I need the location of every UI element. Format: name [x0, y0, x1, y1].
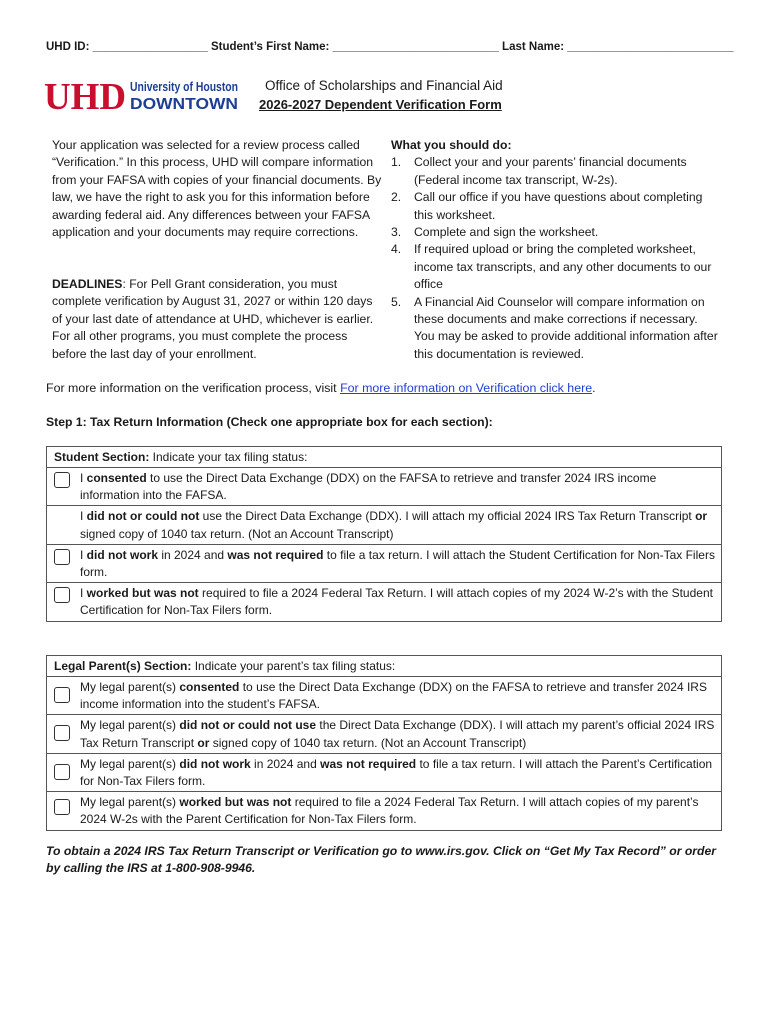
student-option-text — [47, 468, 721, 505]
option-bold-part: did not work — [179, 756, 251, 771]
list-item — [391, 224, 721, 241]
student-option-text — [47, 583, 721, 620]
uhd-logo-line1: University of Houston — [130, 80, 238, 94]
list-item — [391, 154, 721, 189]
step1-heading: Step 1: Tax Return Information (Check one appropriate box for each section): — [46, 415, 493, 429]
option-text-part: My legal parent(s) — [80, 718, 180, 733]
student-section-prompt: Indicate your tax filing status: — [149, 450, 308, 464]
option-text-part: My legal parent(s) — [80, 795, 180, 810]
what-you-should-do-heading: What you should do: — [391, 138, 512, 152]
option-text-part: use the Direct Data Exchange (DDX). I will attach my official 2024 IRS Tax Return Transcript — [199, 509, 696, 524]
option-text-part: signed copy of 1040 tax return. (Not an Account Transcript) — [80, 526, 394, 541]
deadlines-text: : For Pell Grant consideration, you must complete verification by August 31, 2027 or within 120 days of your last date of attendance at UHD, whichever is earlier. For all other programs, you must complete the process before the last day of your enrollment. — [52, 277, 374, 361]
parent-consented-checkbox[interactable] — [54, 687, 70, 703]
student-option-row — [47, 506, 721, 544]
more-info-line — [46, 381, 596, 395]
student-option-row — [47, 583, 721, 620]
option-text-part: in 2024 and — [158, 547, 228, 562]
option-text-part: signed copy of 1040 tax return. (Not an Account Transcript) — [209, 735, 527, 750]
option-text-part: in 2024 and — [250, 756, 321, 771]
student-option-text — [47, 545, 721, 582]
office-name: Office of Scholarships and Financial Aid — [265, 78, 503, 93]
student-consented-checkbox[interactable] — [54, 472, 70, 488]
more-info-suffix: . — [592, 381, 596, 395]
list-number: 1. — [391, 155, 402, 170]
list-item — [391, 189, 721, 224]
option-text-part: required to file a 2024 Federal Tax Return. I will attach copies of my 2024 W-2’s with the Student Certification for Non-Tax Filers form. — [80, 586, 713, 618]
parent-worked-not-required-checkbox[interactable] — [54, 799, 70, 815]
option-text-part: the Direct Data Exchange (DDX). I will attach my parent’s official 2024 IRS Tax Return Transcript — [80, 718, 715, 750]
list-item — [391, 241, 721, 293]
list-number: 5. — [391, 294, 402, 309]
option-text-part: to file a tax return. I will attach the Student Certification for Non-Tax Filers form. — [80, 547, 715, 580]
parent-did-not-use-checkbox[interactable] — [54, 725, 70, 741]
parent-section-prompt: Indicate your parent’s tax filing status: — [191, 659, 396, 673]
list-item — [391, 294, 721, 364]
list-text: Call our office if you have questions about completing this worksheet. — [414, 190, 703, 222]
parent-did-not-work-checkbox[interactable] — [54, 764, 70, 780]
student-section-header — [47, 447, 721, 468]
list-number: 4. — [391, 242, 402, 257]
parent-section-header — [47, 656, 721, 677]
option-text-part: My legal parent(s) — [80, 680, 180, 694]
student-option-row — [47, 545, 721, 583]
list-text: If required upload or bring the completed worksheet, income tax transcripts, and any other documents to our office — [414, 242, 712, 292]
option-bold-part: was not required — [227, 547, 324, 562]
parent-section-label: Legal Parent(s) Section: — [54, 659, 192, 673]
option-bold-part: or — [695, 509, 708, 524]
option-text-part: to use the Direct Data Exchange (DDX) on the FAFSA to retrieve and transfer 2024 IRS income information into the student’s FAFSA. — [80, 680, 707, 712]
student-option-row — [47, 468, 721, 506]
option-bold-part: did not work — [86, 547, 158, 562]
student-section-label: Student Section: — [54, 450, 150, 464]
option-text-part: I — [80, 547, 87, 562]
intro-paragraph: Your application was selected for a review process called “Verification.” In this process, UHD will compare information from your FAFSA with copies of your financial documents. By law, we have the right to ask you for this information before awarding federal aid. Any differences between your FAFSA application and your documents may require corrections. — [52, 138, 382, 240]
list-text: Complete and sign the worksheet. — [414, 225, 599, 240]
student-section — [46, 446, 722, 622]
list-number: 3. — [391, 225, 402, 240]
list-text: Collect your and your parents’ financial documents (Federal income tax transcript, W-2s). — [414, 155, 687, 187]
option-text-part: required to file a 2024 Federal Tax Return. I will attach copies of my parent’s 2024 W-2s with the Parent Certification for Non-Tax Filers form. — [80, 795, 699, 827]
option-bold-part: was not required — [320, 756, 417, 771]
list-number: 2. — [391, 190, 402, 205]
uhd-logo-mark: UHD — [44, 76, 126, 118]
parent-section — [46, 655, 722, 831]
option-text-part: I — [80, 471, 87, 485]
option-text-part: I — [80, 509, 87, 524]
deadlines-label: DEADLINES — [52, 277, 123, 291]
uhd-logo — [44, 76, 240, 118]
student-id-name-line: UHD ID: __________________ Student’s First Name: __________________________ Last Name: __________________________ — [46, 41, 734, 53]
option-text-part: I — [80, 586, 87, 601]
steps-list — [391, 154, 721, 363]
option-bold-part: consented — [179, 680, 240, 694]
parent-option-row — [47, 677, 721, 715]
parent-option-text — [47, 754, 721, 791]
parent-option-row — [47, 715, 721, 753]
list-text: A Financial Aid Counselor will compare information on these documents and make corrections if necessary. You may be asked to provide additional information after this documentation is reviewed. — [414, 294, 718, 361]
irs-transcript-note: To obtain a 2024 IRS Tax Return Transcript or Verification go to www.irs.gov. Click on “Get My Tax Record” or order by calling the IRS at 1-800-908-9946. — [46, 844, 716, 876]
parent-option-row — [47, 792, 721, 829]
parent-option-row — [47, 754, 721, 792]
student-worked-not-required-checkbox[interactable] — [54, 587, 70, 603]
parent-option-text — [47, 715, 721, 752]
uhd-logo-line2: DOWNTOWN — [130, 96, 238, 113]
option-bold-part: worked but was not — [179, 795, 292, 810]
student-option-text — [47, 506, 721, 543]
parent-option-text — [47, 792, 721, 829]
form-title: 2026-2027 Dependent Verification Form — [259, 97, 502, 112]
more-info-prefix: For more information on the verification process, visit — [46, 381, 341, 395]
option-bold-part: did not or could not — [86, 509, 200, 524]
option-text-part: My legal parent(s) — [80, 756, 180, 771]
option-bold-part: did not or could not use — [179, 718, 317, 733]
option-bold-part: consented — [86, 471, 147, 485]
option-bold-part: or — [197, 735, 210, 750]
deadlines-paragraph — [52, 276, 382, 363]
option-text-part: to use the Direct Data Exchange (DDX) on the FAFSA to retrieve and transfer 2024 IRS income information into the FAFSA. — [80, 471, 657, 503]
student-did-not-work-checkbox[interactable] — [54, 549, 70, 565]
option-bold-part: worked but was not — [86, 586, 199, 601]
option-text-part: to file a tax return. I will attach the Parent’s Certification for Non-Tax Filers form. — [80, 756, 713, 789]
what-you-should-do — [391, 137, 721, 363]
parent-option-text — [47, 677, 721, 714]
verification-info-link[interactable]: For more information on Verification click here — [340, 381, 593, 395]
